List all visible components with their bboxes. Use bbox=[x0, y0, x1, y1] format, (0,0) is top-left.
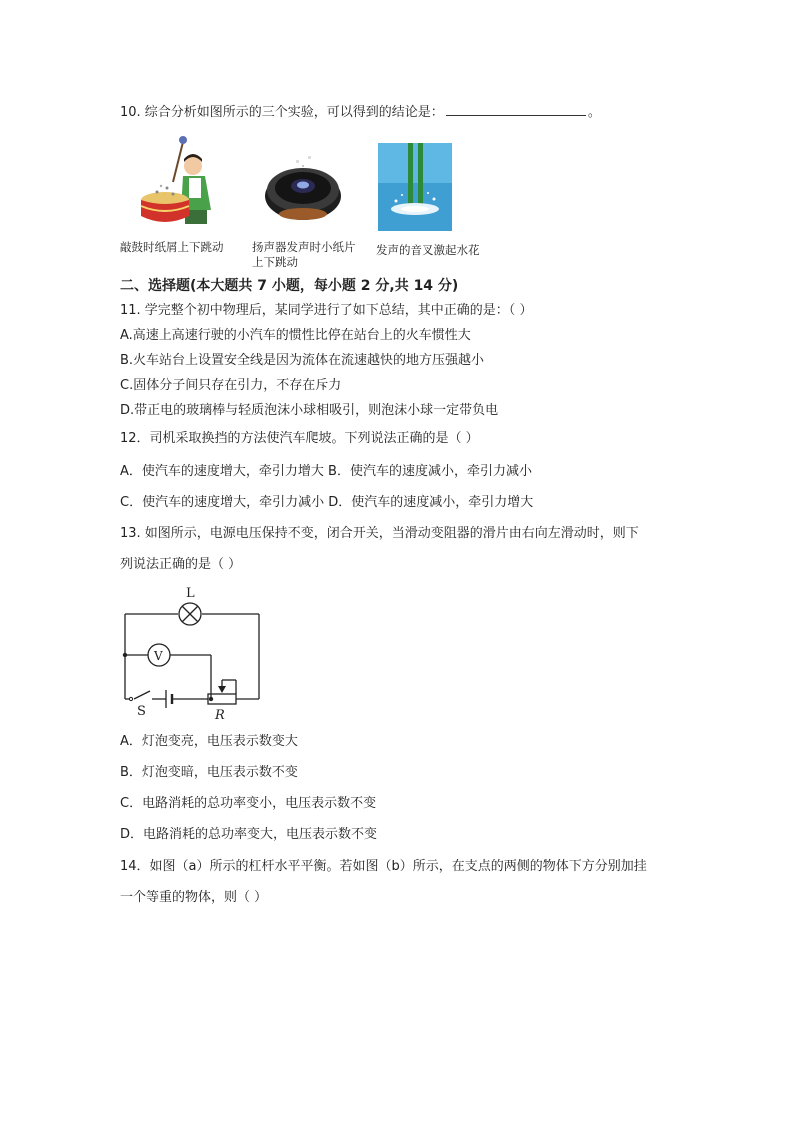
q13-stem-line2: 列说法正确的是（ ） bbox=[120, 557, 242, 572]
speaker-image bbox=[262, 152, 344, 224]
q10-caption-2-text: 扬声器发声时小纸片上下跳动 bbox=[252, 240, 356, 269]
q11-option-a[interactable]: A.高速上高速行驶的小汽车的惯性比停在站台上的火车惯性大 bbox=[120, 328, 471, 343]
section2-title: 二、选择题(本大题共 7 小题，每小题 2 分,共 14 分) bbox=[120, 278, 459, 294]
q11-option-b[interactable]: B.火车站台上设置安全线是因为流体在流速越快的地方压强越小 bbox=[120, 353, 485, 368]
switch-icon bbox=[134, 691, 150, 699]
q10-answer-blank[interactable] bbox=[446, 103, 586, 116]
q12-options-cd[interactable]: C．使汽车的速度增大，牵引力减小 D．使汽车的速度减小，牵引力增大 bbox=[120, 495, 534, 510]
drum-boy-image bbox=[135, 132, 220, 232]
q10-end: 。 bbox=[587, 105, 601, 120]
q13-circuit-diagram bbox=[118, 582, 268, 722]
q13-option-c[interactable]: C．电路消耗的总功率变小，电压表示数不变 bbox=[120, 796, 377, 811]
q10-text: 10. 综合分析如图所示的三个实验，可以得到的结论是： bbox=[120, 105, 444, 120]
q13-option-a[interactable]: A．灯泡变亮，电压表示数变大 bbox=[120, 734, 298, 749]
q11-stem: 11. 学完整个初中物理后，某同学进行了如下总结，其中正确的是：（ ） bbox=[120, 303, 533, 318]
q11-option-c[interactable]: C.固体分子间只存在引力，不存在斥力 bbox=[120, 378, 342, 393]
q13-option-b[interactable]: B．灯泡变暗，电压表示数不变 bbox=[120, 765, 298, 780]
q12-stem: 12．司机采取换挡的方法使汽车爬坡。下列说法正确的是（ ） bbox=[120, 431, 479, 446]
tuning-fork-image bbox=[378, 143, 452, 231]
q13-option-d[interactable]: D．电路消耗的总功率变大，电压表示数不变 bbox=[120, 827, 378, 842]
switch-label: S bbox=[137, 704, 146, 719]
q10-caption-2 bbox=[252, 240, 360, 270]
slider-arrow-icon bbox=[218, 686, 226, 693]
q14-stem-line2: 一个等重的物体，则（ ） bbox=[120, 890, 268, 905]
q13-stem-line1: 13. 如图所示，电源电压保持不变，闭合开关，当滑动变阻器的滑片由右向左滑动时，则下 bbox=[120, 526, 639, 541]
voltmeter-label: V bbox=[154, 649, 163, 663]
lamp-label: L bbox=[186, 586, 195, 601]
q10-stem bbox=[120, 103, 601, 122]
q10-caption-1: 敲鼓时纸屑上下跳动 bbox=[120, 240, 224, 254]
q14-stem-line1: 14．如图（a）所示的杠杆水平平衡。若如图（b）所示，在支点的两侧的物体下方分别加挂 bbox=[120, 859, 647, 874]
q10-caption-3: 发声的音叉激起水花 bbox=[376, 243, 480, 257]
q12-options-ab[interactable]: A．使汽车的速度增大，牵引力增大 B．使汽车的速度减小，牵引力减小 bbox=[120, 464, 532, 479]
rheostat-label: R bbox=[215, 708, 225, 722]
q11-option-d[interactable]: D.带正电的玻璃棒与轻质泡沫小球相吸引，则泡沫小球一定带负电 bbox=[120, 403, 499, 418]
